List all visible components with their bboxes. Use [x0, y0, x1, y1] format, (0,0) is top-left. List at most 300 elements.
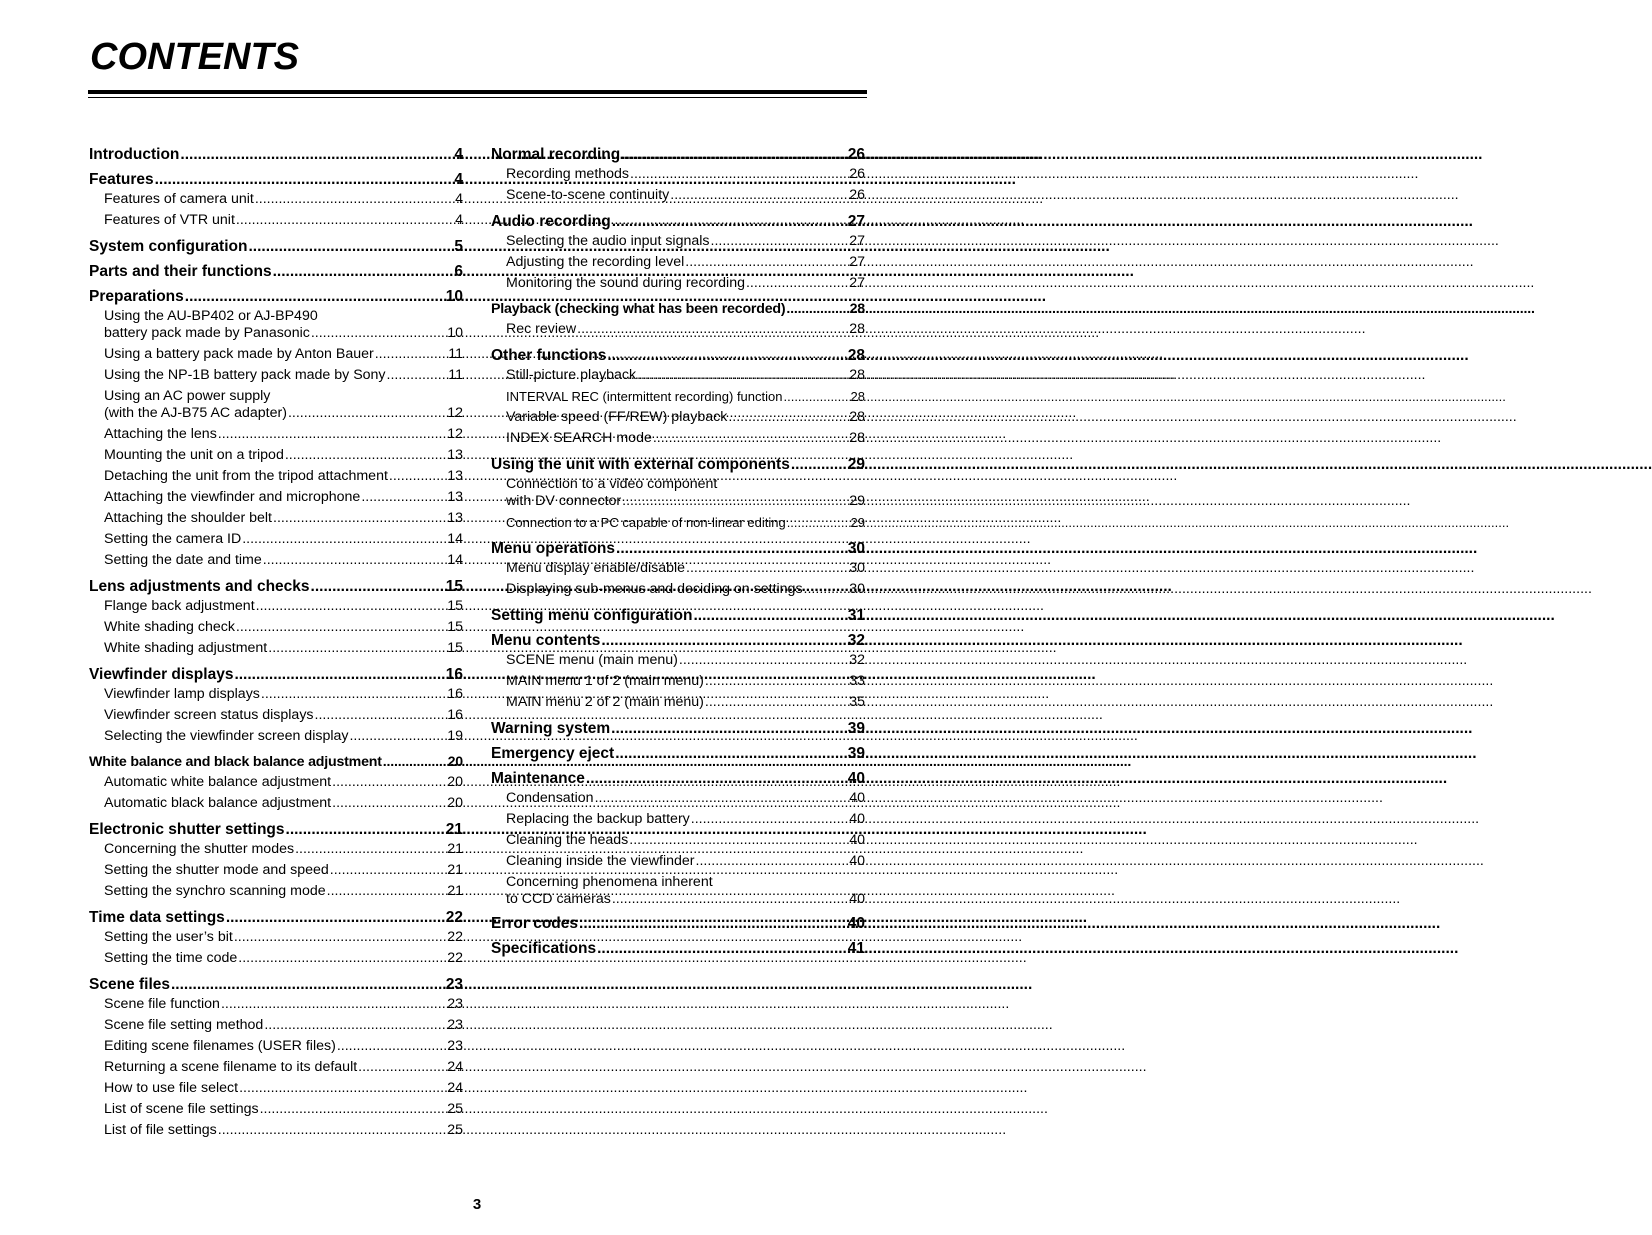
- toc-entry-title: Editing scene filenames (USER files): [104, 1038, 336, 1054]
- toc-entry-title: Automatic black balance adjustment: [104, 795, 332, 811]
- toc-entry-title: Setting the date and time: [104, 552, 262, 568]
- toc-subsection-entry: [491, 830, 865, 851]
- toc-subsection-entry: [491, 476, 865, 510]
- toc-subsection-entry: [491, 874, 865, 908]
- toc-subsection-entry: [89, 1099, 463, 1120]
- toc-dot-leader: [332, 793, 446, 814]
- toc-subsection-entry: [89, 1078, 463, 1099]
- toc-dot-leader: [696, 851, 849, 872]
- toc-dot-leader: [597, 939, 847, 958]
- toc-entry-page: 28: [849, 430, 865, 446]
- toc-dot-leader: [260, 1099, 447, 1120]
- toc-entry-page: 15: [447, 619, 463, 635]
- toc-subsection-entry: [491, 650, 865, 671]
- toc-dot-leader: [601, 631, 846, 650]
- toc-entry-page: 39: [847, 745, 865, 762]
- toc-entry-title: Viewfinder screen status displays: [104, 707, 314, 723]
- toc-subsection-entry: [89, 189, 463, 210]
- toc-entry-title: Scene file function: [104, 996, 220, 1012]
- toc-entry-title: Cleaning the heads: [506, 832, 629, 848]
- toc-subsection-entry: [491, 319, 865, 340]
- toc-subsection-entry: [89, 445, 463, 466]
- toc-section-entry: [89, 145, 463, 164]
- toc-entry-title: White balance and black balance adjustment: [89, 754, 382, 770]
- toc-entry-page: 25: [447, 1122, 463, 1138]
- toc-entry-page: 35: [849, 694, 865, 710]
- toc-dot-leader: [242, 529, 446, 550]
- toc-subsection-entry: [89, 529, 463, 550]
- toc-subsection-entry: [491, 558, 865, 579]
- toc-entry-title: System configuration: [89, 238, 248, 255]
- toc-entry-page: 30: [849, 560, 865, 576]
- toc-entry-page: 29: [849, 493, 865, 509]
- toc-entry-page: 25: [447, 1101, 463, 1117]
- toc-dot-leader: [330, 860, 446, 881]
- toc-section-entry: [491, 719, 865, 738]
- toc-entry-title: Mounting the unit on a tripod: [104, 447, 284, 463]
- toc-subsection-entry: [491, 164, 865, 185]
- toc-entry-page: 13: [447, 468, 463, 484]
- toc-subsection-entry: [89, 466, 463, 487]
- title-rule-thick: [88, 90, 867, 94]
- toc-dot-leader: [238, 948, 446, 969]
- toc-entry-title-line1: Using the AU-BP402 or AJ-BP490: [104, 308, 318, 324]
- toc-section-entry: [89, 975, 463, 994]
- toc-subsection-entry: [89, 596, 463, 617]
- toc-dot-leader: [285, 445, 446, 466]
- toc-entry-title: Still-picture playback: [506, 367, 637, 383]
- toc-entry-title: Playback (checking what has been recorded): [491, 301, 786, 317]
- toc-entry-title: to CCD cameras: [506, 891, 611, 907]
- toc-entry-page: 22: [447, 950, 463, 966]
- toc-entry-title: Condensation: [506, 790, 594, 806]
- toc-subsection-entry: [89, 948, 463, 969]
- toc-entry-title: Features: [89, 171, 154, 188]
- toc-entry-page: 23: [447, 1038, 463, 1054]
- toc-dot-leader: [264, 1015, 446, 1036]
- toc-entry-page: 14: [447, 531, 463, 547]
- toc-dot-leader: [616, 539, 847, 558]
- toc-left-column: [89, 145, 463, 1141]
- toc-section-entry: [491, 769, 865, 788]
- toc-subsection-entry: [491, 428, 865, 449]
- toc-entry-title: Replacing the backup battery: [506, 811, 690, 827]
- toc-entry-title: Features of camera unit: [104, 191, 254, 207]
- toc-section-entry: [491, 455, 865, 474]
- toc-entry-page: 6: [454, 263, 463, 280]
- toc-dot-leader: [311, 577, 445, 596]
- toc-dot-leader: [315, 705, 447, 726]
- toc-entry-title: Scene-to-scene continuity: [506, 187, 670, 203]
- toc-dot-leader: [577, 319, 848, 340]
- toc-entry-page: 16: [447, 686, 463, 702]
- toc-dot-leader: [273, 262, 454, 281]
- toc-dot-leader: [679, 650, 848, 671]
- toc-entry-title: Setting the user’s bit: [104, 929, 233, 945]
- toc-subsection-entry: [491, 407, 865, 428]
- toc-dot-leader: [691, 809, 848, 830]
- toc-dot-leader: [286, 820, 445, 839]
- toc-dot-leader: [630, 164, 848, 185]
- toc-entry-title: Selecting the audio input signals: [506, 233, 710, 249]
- toc-dot-leader: [389, 466, 446, 487]
- toc-subsection-entry: [89, 860, 463, 881]
- toc-entry-title: Flange back adjustment: [104, 598, 255, 614]
- toc-entry-title: Setting the synchro scanning mode: [104, 883, 326, 899]
- toc-dot-leader: [337, 1036, 446, 1057]
- toc-entry-page: 5: [454, 238, 463, 255]
- toc-dot-leader: [180, 145, 453, 164]
- toc-entry-title: Scene files: [89, 976, 170, 993]
- toc-entry-title: Other functions: [491, 347, 607, 364]
- toc-dot-leader: [387, 365, 448, 386]
- toc-dot-leader: [728, 407, 848, 428]
- toc-entry-page: 10: [447, 325, 463, 341]
- toc-entry-title: Attaching the shoulder belt: [104, 510, 272, 526]
- toc-entry-title: Time data settings: [89, 909, 225, 926]
- toc-entry-title: Setting the time code: [104, 950, 238, 966]
- toc-entry-title: Viewfinder displays: [89, 666, 234, 683]
- toc-dot-leader: [218, 424, 446, 445]
- toc-entry-page: 4: [454, 146, 463, 163]
- toc-entry-title: Electronic shutter settings: [89, 821, 285, 838]
- toc-subsection-entry: [89, 308, 463, 342]
- toc-entry-page: 23: [447, 996, 463, 1012]
- toc-entry-title: Audio recording: [491, 213, 611, 230]
- toc-entry-title: battery pack made by Panasonic: [104, 325, 310, 341]
- toc-entry-title: Selecting the viewfinder screen display: [104, 728, 349, 744]
- toc-entry-title: Rec review: [506, 321, 577, 337]
- toc-entry-title: Introduction: [89, 146, 180, 163]
- toc-entry-title: with DV connector: [506, 493, 622, 509]
- toc-entry-title: INTERVAL REC (intermittent recording) function: [506, 389, 783, 404]
- toc-section-entry: [491, 212, 865, 231]
- toc-entry-page: 12: [447, 426, 463, 442]
- toc-dot-leader: [256, 596, 447, 617]
- toc-dot-leader: [786, 300, 848, 319]
- toc-entry-title: Detaching the unit from the tripod attachment: [104, 468, 388, 484]
- toc-entry-page: 21: [447, 841, 463, 857]
- toc-entry-page: 30: [849, 581, 865, 597]
- toc-dot-leader: [236, 617, 446, 638]
- toc-subsection-entry: [491, 386, 865, 407]
- toc-section-entry: [491, 145, 865, 164]
- toc-dot-leader: [185, 287, 445, 306]
- toc-subsection-entry: [89, 210, 463, 231]
- toc-entry-page: 20: [447, 795, 463, 811]
- toc-dot-leader: [358, 1057, 446, 1078]
- toc-entry-page: 23: [445, 976, 463, 993]
- toc-subsection-entry: [89, 508, 463, 529]
- toc-dot-leader: [705, 671, 848, 692]
- toc-entry-page: 13: [447, 447, 463, 463]
- toc-subsection-entry: [89, 388, 463, 422]
- toc-dot-leader: [621, 145, 847, 164]
- toc-dot-leader: [612, 212, 847, 231]
- toc-dot-leader: [375, 344, 448, 365]
- toc-entry-title: Returning a scene filename to its default: [104, 1059, 358, 1075]
- toc-entry-title-line1: Using an AC power supply: [104, 388, 271, 404]
- toc-dot-leader: [783, 386, 849, 407]
- toc-section-entry: [89, 753, 463, 772]
- toc-dot-leader: [705, 692, 848, 713]
- toc-section-entry: [491, 539, 865, 558]
- toc-entry-page: 29: [850, 515, 865, 530]
- toc-entry-page: 40: [849, 853, 865, 869]
- toc-section-entry: [491, 914, 865, 933]
- toc-entry-title: Attaching the lens: [104, 426, 217, 442]
- toc-dot-leader: [332, 772, 446, 793]
- toc-subsection-entry: [491, 579, 865, 600]
- toc-dot-leader: [311, 325, 446, 342]
- toc-subsection-entry: [491, 231, 865, 252]
- toc-subsection-entry: [491, 788, 865, 809]
- toc-entry-title: Menu display enable/disable: [506, 560, 686, 576]
- toc-section-entry: [491, 606, 865, 625]
- toc-entry-page: 32: [849, 652, 865, 668]
- toc-dot-leader: [255, 189, 454, 210]
- toc-entry-title: Displaying sub-menus and deciding on settings: [506, 581, 803, 597]
- toc-entry-page: 40: [849, 832, 865, 848]
- toc-entry-title: MAIN menu 2 of 2 (main menu): [506, 694, 704, 710]
- toc-entry-page: 32: [847, 632, 865, 649]
- toc-entry-page: 28: [849, 301, 865, 317]
- toc-entry-title: Features of VTR unit: [104, 212, 235, 228]
- toc-section-entry: [491, 631, 865, 650]
- toc-dot-leader: [686, 558, 848, 579]
- toc-dot-leader: [787, 512, 850, 533]
- toc-dot-leader: [670, 185, 848, 206]
- toc-entry-page: 40: [849, 811, 865, 827]
- toc-entry-page: 20: [447, 774, 463, 790]
- toc-entry-title: Normal recording: [491, 146, 621, 163]
- toc-subsection-entry: [491, 851, 865, 872]
- toc-entry-page: 24: [447, 1059, 463, 1075]
- toc-entry-page: 19: [447, 728, 463, 744]
- toc-section-entry: [89, 665, 463, 684]
- toc-section-entry: [89, 262, 463, 281]
- toc-dot-leader: [234, 927, 446, 948]
- toc-subsection-entry: [491, 671, 865, 692]
- toc-dot-leader: [622, 493, 848, 510]
- toc-entry-title: Emergency eject: [491, 745, 615, 762]
- toc-right-column: [491, 145, 865, 958]
- toc-dot-leader: [248, 237, 453, 256]
- toc-dot-leader: [804, 579, 849, 600]
- toc-entry-title: Menu operations: [491, 540, 616, 557]
- toc-entry-title: Setting the shutter mode and speed: [104, 862, 329, 878]
- toc-dot-leader: [637, 365, 848, 386]
- toc-entry-page: 28: [849, 409, 865, 425]
- toc-entry-title: SCENE menu (main menu): [506, 652, 678, 668]
- toc-entry-title: Using the unit with external components: [491, 456, 790, 473]
- toc-subsection-entry: [89, 772, 463, 793]
- toc-subsection-entry: [89, 365, 463, 386]
- toc-dot-leader: [653, 428, 848, 449]
- toc-entry-page: 29: [847, 456, 865, 473]
- toc-dot-leader: [288, 405, 446, 422]
- toc-entry-title: Specifications: [491, 940, 597, 957]
- toc-subsection-entry: [491, 809, 865, 830]
- toc-entry-title: Using a battery pack made by Anton Bauer: [104, 346, 374, 362]
- toc-section-entry: [491, 939, 865, 958]
- toc-entry-page: 41: [847, 940, 865, 957]
- toc-entry-title: Connection to a PC capable of non-linear editing: [506, 515, 786, 530]
- toc-subsection-entry: [89, 424, 463, 445]
- toc-entry-page: 12: [447, 405, 463, 421]
- toc-subsection-entry: [89, 726, 463, 747]
- toc-subsection-entry: [491, 273, 865, 294]
- toc-dot-leader: [611, 719, 847, 738]
- toc-dot-leader: [595, 788, 849, 809]
- toc-entry-page: 15: [447, 598, 463, 614]
- toc-entry-page: 40: [847, 770, 865, 787]
- toc-entry-title: Preparations: [89, 288, 184, 305]
- toc-entry-title: Maintenance: [491, 770, 585, 787]
- toc-dot-leader: [171, 975, 445, 994]
- toc-subsection-entry: [491, 512, 865, 533]
- toc-dot-leader: [711, 231, 849, 252]
- toc-dot-leader: [586, 769, 847, 788]
- toc-dot-leader: [234, 665, 444, 684]
- toc-entry-page: 10: [445, 288, 463, 305]
- toc-entry-page: 33: [849, 673, 865, 689]
- toc-dot-leader: [746, 273, 848, 294]
- toc-entry-title: MAIN menu 1 of 2 (main menu): [506, 673, 704, 689]
- toc-subsection-entry: [89, 1057, 463, 1078]
- toc-subsection-entry: [89, 1015, 463, 1036]
- toc-entry-title: How to use file select: [104, 1080, 239, 1096]
- toc-entry-page: 40: [847, 915, 865, 932]
- toc-entry-page: 13: [447, 510, 463, 526]
- toc-entry-title: Using the NP-1B battery pack made by Sony: [104, 367, 386, 383]
- toc-subsection-entry: [89, 1036, 463, 1057]
- toc-entry-title: Error codes: [491, 915, 579, 932]
- toc-entry-title: List of scene file settings: [104, 1101, 259, 1117]
- toc-dot-leader: [694, 606, 847, 625]
- toc-entry-page: 20: [447, 754, 463, 770]
- toc-dot-leader: [218, 1120, 446, 1141]
- toc-subsection-entry: [491, 185, 865, 206]
- toc-entry-page: 13: [447, 489, 463, 505]
- toc-entry-page: 27: [849, 254, 865, 270]
- toc-entry-title: INDEX SEARCH mode: [506, 430, 652, 446]
- toc-entry-page: 27: [849, 275, 865, 291]
- toc-entry-title: Menu contents: [491, 632, 601, 649]
- toc-subsection-entry: [89, 839, 463, 860]
- toc-dot-leader: [685, 252, 848, 273]
- toc-dot-leader: [791, 455, 847, 474]
- toc-entry-page: 23: [447, 1017, 463, 1033]
- toc-subsection-entry: [89, 617, 463, 638]
- toc-entry-page: 11: [448, 346, 463, 362]
- toc-entry-title: (with the AJ-B75 AC adapter): [104, 405, 287, 421]
- toc-entry-page: 21: [447, 883, 463, 899]
- toc-entry-page: 27: [849, 233, 865, 249]
- toc-entry-title: Variable speed (FF/REW) playback: [506, 409, 728, 425]
- toc-entry-page: 4: [455, 191, 463, 207]
- toc-entry-page: 26: [847, 146, 865, 163]
- toc-entry-page: 24: [447, 1080, 463, 1096]
- toc-entry-page: 16: [445, 666, 463, 683]
- toc-section-entry: [491, 744, 865, 763]
- toc-entry-page: 15: [445, 578, 463, 595]
- toc-section-entry: [89, 237, 463, 256]
- toc-entry-page: 4: [454, 171, 463, 188]
- toc-entry-title: Viewfinder lamp displays: [104, 686, 260, 702]
- toc-subsection-entry: [89, 487, 463, 508]
- toc-entry-page: 22: [447, 929, 463, 945]
- toc-subsection-entry: [89, 793, 463, 814]
- toc-dot-leader: [612, 891, 848, 908]
- toc-subsection-entry: [89, 1120, 463, 1141]
- toc-entry-title: Adjusting the recording level: [506, 254, 685, 270]
- toc-entry-title: Setting menu configuration: [491, 607, 693, 624]
- toc-dot-leader: [361, 487, 446, 508]
- toc-dot-leader: [629, 830, 848, 851]
- toc-dot-leader: [261, 684, 446, 705]
- toc-entry-title: Lens adjustments and checks: [89, 578, 310, 595]
- toc-entry-page: 40: [849, 790, 865, 806]
- toc-dot-leader: [295, 839, 446, 860]
- toc-entry-page: 26: [849, 166, 865, 182]
- toc-dot-leader: [273, 508, 446, 529]
- toc-entry-title: List of file settings: [104, 1122, 217, 1138]
- toc-subsection-entry: [89, 927, 463, 948]
- toc-entry-page: 30: [847, 540, 865, 557]
- toc-dot-leader: [263, 550, 446, 571]
- toc-entry-title: Attaching the viewfinder and microphone: [104, 489, 361, 505]
- toc-subsection-entry: [491, 252, 865, 273]
- toc-entry-title: Concerning the shutter modes: [104, 841, 295, 857]
- toc-dot-leader: [579, 914, 847, 933]
- toc-entry-page: 15: [447, 640, 463, 656]
- toc-entry-page: 28: [850, 389, 865, 404]
- toc-subsection-entry: [89, 994, 463, 1015]
- toc-entry-page: 28: [849, 367, 865, 383]
- toc-entry-page: 16: [447, 707, 463, 723]
- toc-dot-leader: [615, 744, 847, 763]
- toc-subsection-entry: [491, 365, 865, 386]
- toc-entry-page: 28: [849, 321, 865, 337]
- toc-entry-page: 21: [447, 862, 463, 878]
- toc-entry-title: White shading adjustment: [104, 640, 268, 656]
- toc-entry-page: 4: [455, 212, 463, 228]
- toc-subsection-entry: [89, 881, 463, 902]
- toc-entry-page: 26: [849, 187, 865, 203]
- toc-dot-leader: [226, 908, 445, 927]
- toc-dot-leader: [221, 994, 446, 1015]
- toc-dot-leader: [155, 170, 454, 189]
- toc-section-entry: [89, 577, 463, 596]
- toc-section-entry: [89, 170, 463, 189]
- toc-entry-title: White shading check: [104, 619, 235, 635]
- title-rule-thin: [88, 97, 867, 98]
- toc-dot-leader: [327, 881, 447, 902]
- toc-section-entry: [89, 908, 463, 927]
- toc-section-entry: [89, 287, 463, 306]
- toc-entry-page: 28: [847, 347, 865, 364]
- toc-entry-title: Cleaning inside the viewfinder: [506, 853, 695, 869]
- toc-section-entry: [491, 346, 865, 365]
- toc-section-entry: [89, 820, 463, 839]
- toc-dot-leader: [239, 1078, 446, 1099]
- toc-dot-leader: [383, 753, 447, 772]
- toc-entry-title: Warning system: [491, 720, 611, 737]
- toc-subsection-entry: [491, 692, 865, 713]
- toc-entry-page: 21: [445, 821, 463, 838]
- toc-subsection-entry: [89, 638, 463, 659]
